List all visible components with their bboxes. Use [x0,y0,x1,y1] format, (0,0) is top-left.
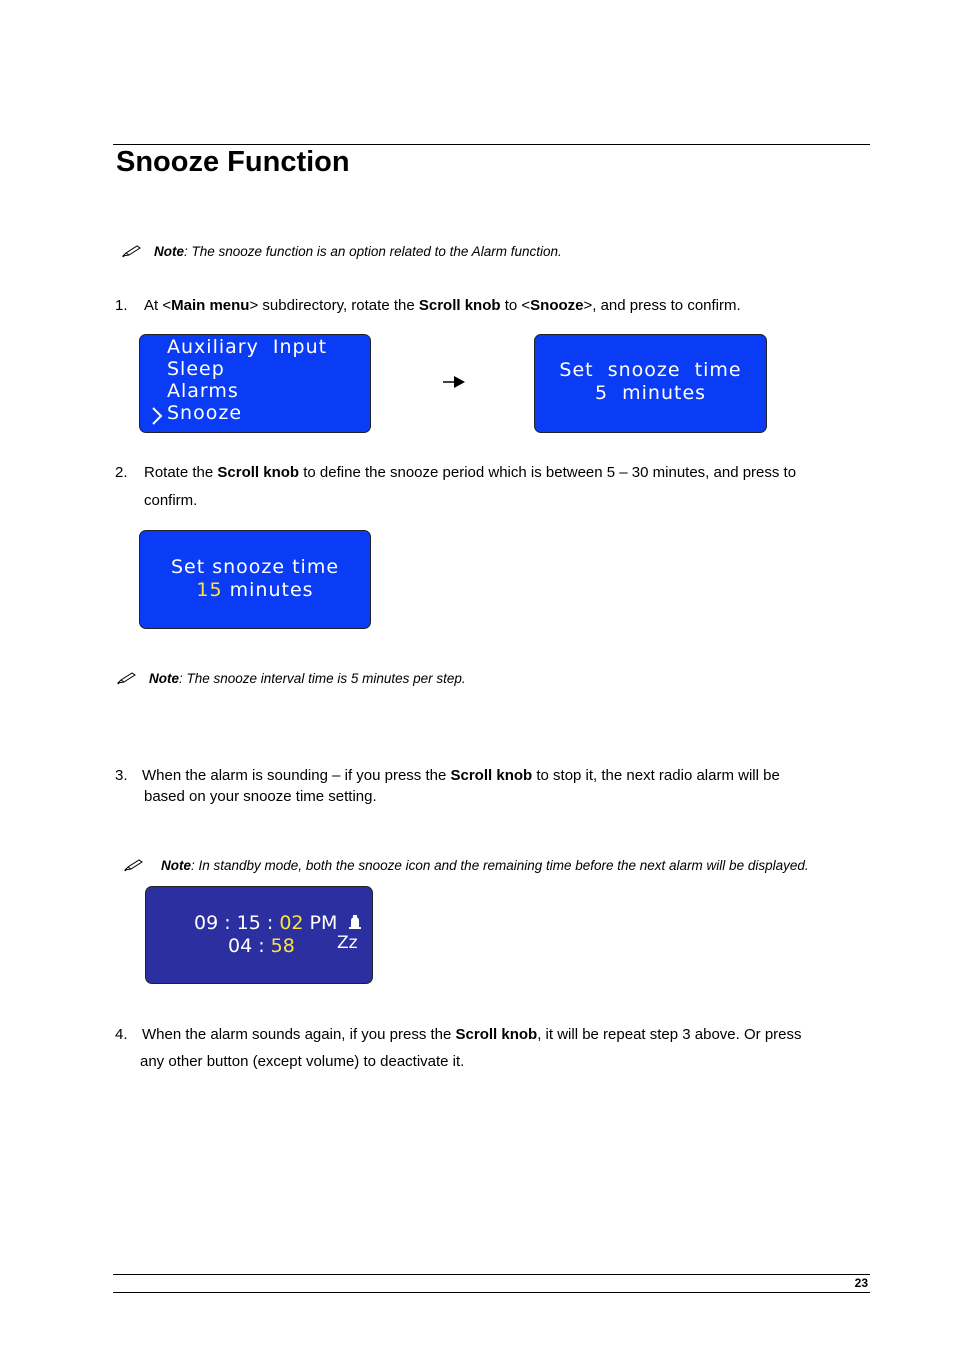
step-1 [115,295,865,317]
step-number: 3. [115,767,128,784]
snooze-5-lcd-screen [534,334,767,433]
note-3 [124,858,809,873]
lcd-line-2: 5 minutes [594,382,707,404]
note-label: Note [161,858,191,873]
selection-chevron-icon [151,407,163,425]
right-arrow-icon [441,375,467,389]
step-text: When the alarm sounds again, if you press the Scroll knob, it will be repeat step 3 above. Or press [142,1026,802,1043]
pencil-icon [124,858,144,872]
step-text-line-2: based on your snooze time setting. [144,788,377,805]
note-2 [117,671,466,686]
lcd-line-1: Set snooze time [559,359,742,381]
menu-lcd-screen [139,334,371,433]
footer-rule-bottom [113,1292,870,1293]
footer-rule-top [113,1274,870,1275]
menu-item-selected: Snooze [167,402,243,424]
snooze-minutes-value: 15 [196,579,223,601]
note-text: : The snooze interval time is 5 minutes per step. [179,671,466,686]
note-text: : In standby mode, both the snooze icon and the remaining time before the next alarm will be displayed. [191,858,809,873]
lcd-line-1: Set snooze time [170,556,340,578]
pencil-icon [122,244,142,258]
snooze-remaining-time: 04 : 58 [228,935,295,957]
snooze-15-lcd-screen [139,530,371,629]
step-text-line-2: any other button (except volume) to deactivate it. [140,1053,465,1070]
note-text: : The snooze function is an option related to the Alarm function. [184,244,562,259]
step-2 [115,462,865,518]
alarm-bell-icon [348,914,362,932]
step-number: 4. [115,1026,128,1043]
page-title: Snooze Function [116,146,350,178]
step-text-line-2: confirm. [144,492,198,509]
note-label: Note [149,671,179,686]
step-text: At <Main menu> subdirectory, rotate the Scroll knob to <Snooze>, and press to confirm. [144,297,741,314]
step-text: Rotate the Scroll knob to define the snooze period which is between 5 – 30 minutes, and press to [144,464,797,481]
pencil-icon [117,671,137,685]
step-number: 2. [115,464,128,481]
standby-lcd-screen [145,886,373,984]
page-number: 23 [854,1276,868,1290]
snooze-symbol: Zz [337,933,358,953]
step-text: When the alarm is sounding – if you press the Scroll knob to stop it, the next radio alarm will be [142,767,780,784]
menu-item: Alarms [167,380,239,402]
top-rule [113,144,870,145]
lcd-line-2: 15 minutes [196,579,314,601]
menu-item: Sleep [167,358,225,380]
step-number: 1. [115,297,128,314]
step-3 [115,765,865,809]
note-1 [122,244,562,259]
step-4 [115,1024,865,1074]
clock-time: 09 : 15 : 02 PM [194,912,338,934]
note-label: Note [154,244,184,259]
menu-item: Auxiliary Input [167,336,328,358]
